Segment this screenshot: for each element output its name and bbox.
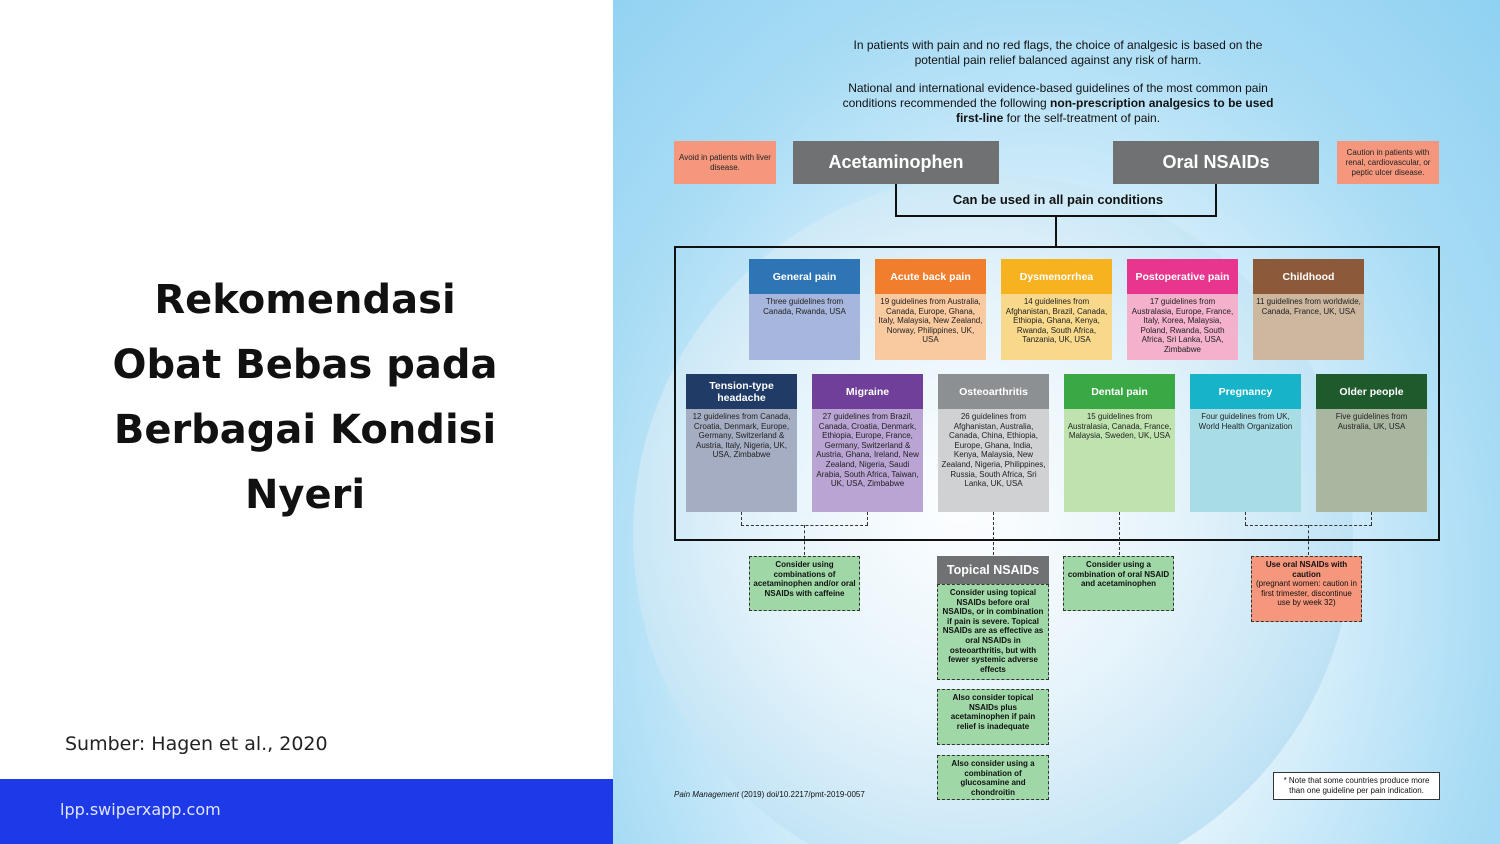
intro-guidelines-bold: non-prescription analgesics to be used first-line [955, 96, 1274, 125]
infographic [613, 0, 1500, 844]
acetaminophen-box: Acetaminophen [793, 141, 999, 184]
dashed-connector [993, 512, 994, 555]
dashed-connector [1119, 512, 1120, 555]
condition-guidelines: 15 guidelines from Australasia, Canada, France, Malaysia, Sweden, UK, USA [1064, 409, 1175, 512]
connector-line [1215, 184, 1217, 217]
slide-title-line: Nyeri [244, 472, 366, 518]
journal-name: Pain Management [674, 790, 739, 799]
footnote: * Note that some countries produce more than one guideline per pain indication. [1273, 772, 1440, 800]
slide-title-line: Rekomendasi [154, 277, 456, 323]
acetaminophen-warning: Avoid in patients with liver disease. [674, 141, 776, 184]
note-nsaids-caution [1251, 556, 1362, 622]
condition-card-dental-pain [1064, 374, 1175, 512]
condition-guidelines: 12 guidelines from Canada, Croatia, Denmark, Europe, Germany, Switzerland & Austria, Italy, Nigeria, UK, USA, Zimbabwe [686, 409, 797, 512]
intro-text: In patients with pain and no red flags, the choice of analgesic is based on the potential pain relief balanced against any risk of harm. [853, 38, 1263, 67]
condition-name: Postoperative pain [1127, 259, 1238, 294]
topical-nsaids-box: Topical NSAIDs [937, 556, 1049, 584]
note-topical-plus-acetaminophen: Also consider topical NSAIDs plus acetaminophen if pain relief is inadequate [937, 689, 1049, 745]
condition-guidelines: 19 guidelines from Australia, Canada, Europe, Ghana, Italy, Malaysia, New Zealand, Norway, Philippines, UK, USA [875, 294, 986, 360]
condition-card-postoperative-pain [1127, 259, 1238, 360]
condition-card-general-pain [749, 259, 860, 360]
slide-title-line: Berbagai Kondisi [113, 407, 497, 453]
note-dental-combination: Consider using a combination of oral NSAID and acetaminophen [1063, 556, 1174, 611]
dashed-connector [741, 512, 742, 525]
condition-name: Pregnancy [1190, 374, 1301, 409]
dashed-connector [1371, 512, 1372, 525]
condition-name: Acute back pain [875, 259, 986, 294]
condition-name: Older people [1316, 374, 1427, 409]
condition-name: Dysmenorrhea [1001, 259, 1112, 294]
dashed-connector [867, 512, 868, 525]
journal-doi: (2019) doi/10.2217/pmt-2019-0057 [738, 790, 865, 799]
slide-title-line: Obat Bebas pada [112, 342, 498, 388]
oral-nsaids-warning: Caution in patients with renal, cardiovascular, or peptic ulcer disease. [1337, 141, 1439, 184]
condition-guidelines: Five guidelines from Australia, UK, USA [1316, 409, 1427, 512]
condition-name: Tension-type headache [686, 374, 797, 409]
connector-line [895, 184, 897, 217]
condition-guidelines: 14 guidelines from Afghanistan, Brazil, Canada, Ethiopia, Ghana, Kenya, Rwanda, South Africa, Tanzania, UK, USA [1001, 294, 1112, 360]
condition-name: Dental pain [1064, 374, 1175, 409]
condition-guidelines: 11 guidelines from worldwide, Canada, France, UK, USA [1253, 294, 1364, 360]
slide-title [60, 268, 550, 528]
note-glucosamine-chondroitin: Also consider using a combination of glucosamine and chondroitin [937, 755, 1049, 800]
all-conditions-label: Can be used in all pain conditions [952, 192, 1164, 207]
condition-name: Osteoarthritis [938, 374, 1049, 409]
condition-guidelines: 27 guidelines from Brazil, Canada, Croatia, Denmark, Ethiopia, Europe, France, Germany, Switzerland & Austria, Ghana, Ireland, New Zealand, Nigeria, Saudi Arabia, South Africa, Taiwan, UK, USA, Zimbabwe [812, 409, 923, 512]
dashed-connector [1245, 512, 1246, 525]
condition-card-migraine [812, 374, 923, 512]
condition-guidelines: Three guidelines from Canada, Rwanda, USA [749, 294, 860, 360]
condition-guidelines: 26 guidelines from Afghanistan, Australia, Canada, China, Ethiopia, Europe, Ghana, India, Kenya, Malaysia, New Zealand, Nigeria, Philippines, Russia, South Africa, Sri Lanka, UK, USA [938, 409, 1049, 512]
condition-guidelines: Four guidelines from UK, World Health Organization [1190, 409, 1301, 512]
intro-guidelines-text [833, 81, 1283, 126]
source-note: Sumber: Hagen et al., 2020 [65, 733, 328, 755]
condition-card-osteoarthritis [938, 374, 1049, 512]
condition-card-dysmenorrhea [1001, 259, 1112, 360]
journal-reference [674, 790, 865, 799]
condition-guidelines: 17 guidelines from Australasia, Europe, France, Italy, Korea, Malaysia, Poland, Rwanda, South Africa, Sri Lanka, USA, Zimbabwe [1127, 294, 1238, 360]
oral-nsaids-box: Oral NSAIDs [1113, 141, 1319, 184]
condition-name: General pain [749, 259, 860, 294]
condition-card-tension-type-headache [686, 374, 797, 512]
dashed-connector [1308, 525, 1309, 555]
intro-guidelines-pre: National and international evidence-based guidelines of the most common pain conditions recommended the following [842, 81, 1268, 110]
dashed-connector [804, 525, 805, 555]
note-topical-nsaids: Consider using topical NSAIDs before oral NSAIDs, or in combination if pain is severe. Topical NSAIDs are as effective as oral NSAIDs in osteoarthritis, but with fewer systemic adverse effects [937, 584, 1049, 680]
condition-card-childhood [1253, 259, 1364, 360]
connector-line [1055, 215, 1057, 247]
condition-name: Childhood [1253, 259, 1364, 294]
footer-url[interactable]: lpp.swiperxapp.com [60, 800, 221, 819]
note-caution-text: (pregnant women: caution in first trimester, discontinue use by week 32) [1256, 579, 1357, 608]
condition-name: Migraine [812, 374, 923, 409]
note-caution-bold: Use oral NSAIDs with caution [1265, 560, 1348, 579]
condition-card-older-people [1316, 374, 1427, 512]
condition-card-pregnancy [1190, 374, 1301, 512]
condition-card-acute-back-pain [875, 259, 986, 360]
intro-guidelines-post: for the self-treatment of pain. [1003, 111, 1161, 125]
note-headache-combination: Consider using combinations of acetaminophen and/or oral NSAIDs with caffeine [749, 556, 860, 611]
